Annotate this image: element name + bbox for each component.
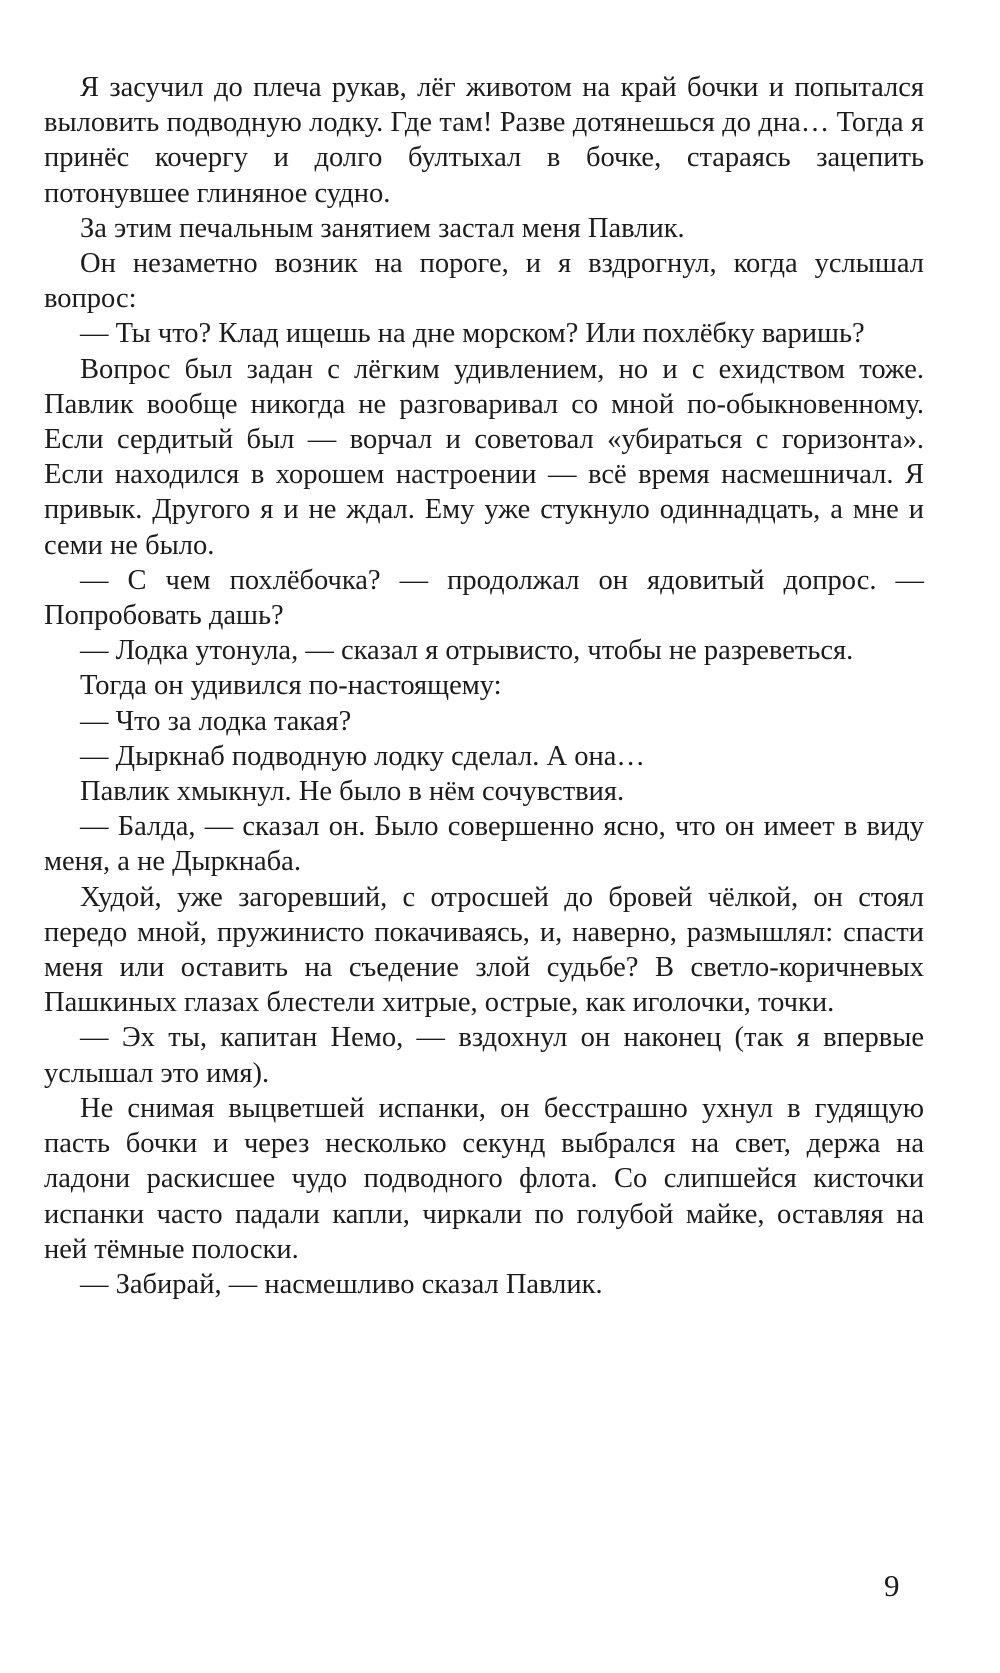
paragraph: Тогда он удивился по-настоящему: <box>80 670 502 702</box>
paragraph: — С чем похлёбочка? — продолжал он ядовитый допрос. — Попробовать дашь? <box>44 564 924 632</box>
paragraph: Не снимая выцветшей испанки, он бесстрашно ухнул в гудящую пасть бочки и через несколько секунд выбрался на свет, держа на ладони раскисшее чудо подводного флота. Со слипшейся кисточки испанки часто падали капли, чиркали по голубой майке, оставляя на ней тёмные полоски. <box>44 1092 924 1265</box>
page-text <box>44 70 924 1302</box>
paragraph: За этим печальным занятием застал меня Павлик. <box>80 212 685 244</box>
paragraph: — Дыркнаб подводную лодку сделал. А она… <box>80 740 645 772</box>
paragraph: — Балда, — сказал он. Было совершенно ясно, что он имеет в виду меня, а не Дыркнаба. <box>44 811 924 878</box>
page-number: 9 <box>884 1568 900 1603</box>
paragraph: Павлик хмыкнул. Не было в нём сочувствия. <box>80 776 625 808</box>
paragraph: Я засучил до плеча рукав, лёг животом на край бочки и попытался выловить подводную лодку. Где там! Разве дотянешься до дна… Тогда я принёс кочергу и долго бултыхал в бочке, стараясь зацепить потонувшее глиняное судно. <box>44 72 924 209</box>
paragraph: — Ты что? Клад ищешь на дне морском? Или похлёбку варишь? <box>80 318 865 350</box>
paragraph: — Что за лодка такая? <box>80 705 352 737</box>
paragraph: Он незаметно возник на пороге, и я вздрогнул, когда услышал вопрос: <box>44 248 924 315</box>
paragraph: — Лодка утонула, — сказал я отрывисто, чтобы не разреветься. <box>80 635 854 667</box>
paragraph: — Эх ты, капитан Немо, — вздохнул он наконец (так я впервые услышал это имя). <box>44 1022 924 1089</box>
paragraph: Вопрос был задан с лёгким удивлением, но и с ехидством тоже. Павлик вообще никогда не разговаривал со мной по-обыкновенному. Если сердитый был — ворчал и советовал «убираться с горизонта». Если находился в хорошем настроении — всё время насмешничал. Я привык. Другого я и не ждал. Ему уже стукнуло одиннадцать, а мне и семи не было. <box>44 353 924 561</box>
paragraph: — Забирай, — насмешливо сказал Павлик. <box>80 1268 603 1300</box>
paragraph: Худой, уже загоревший, с отросшей до бровей чёлкой, он стоял передо мной, пружинисто покачиваясь, и, наверно, размышлял: спасти меня или оставить на съедение злой судьбе? В светло-коричневых Пашкиных глазах блестели хитрые, острые, как иголочки, точки. <box>44 881 924 1019</box>
